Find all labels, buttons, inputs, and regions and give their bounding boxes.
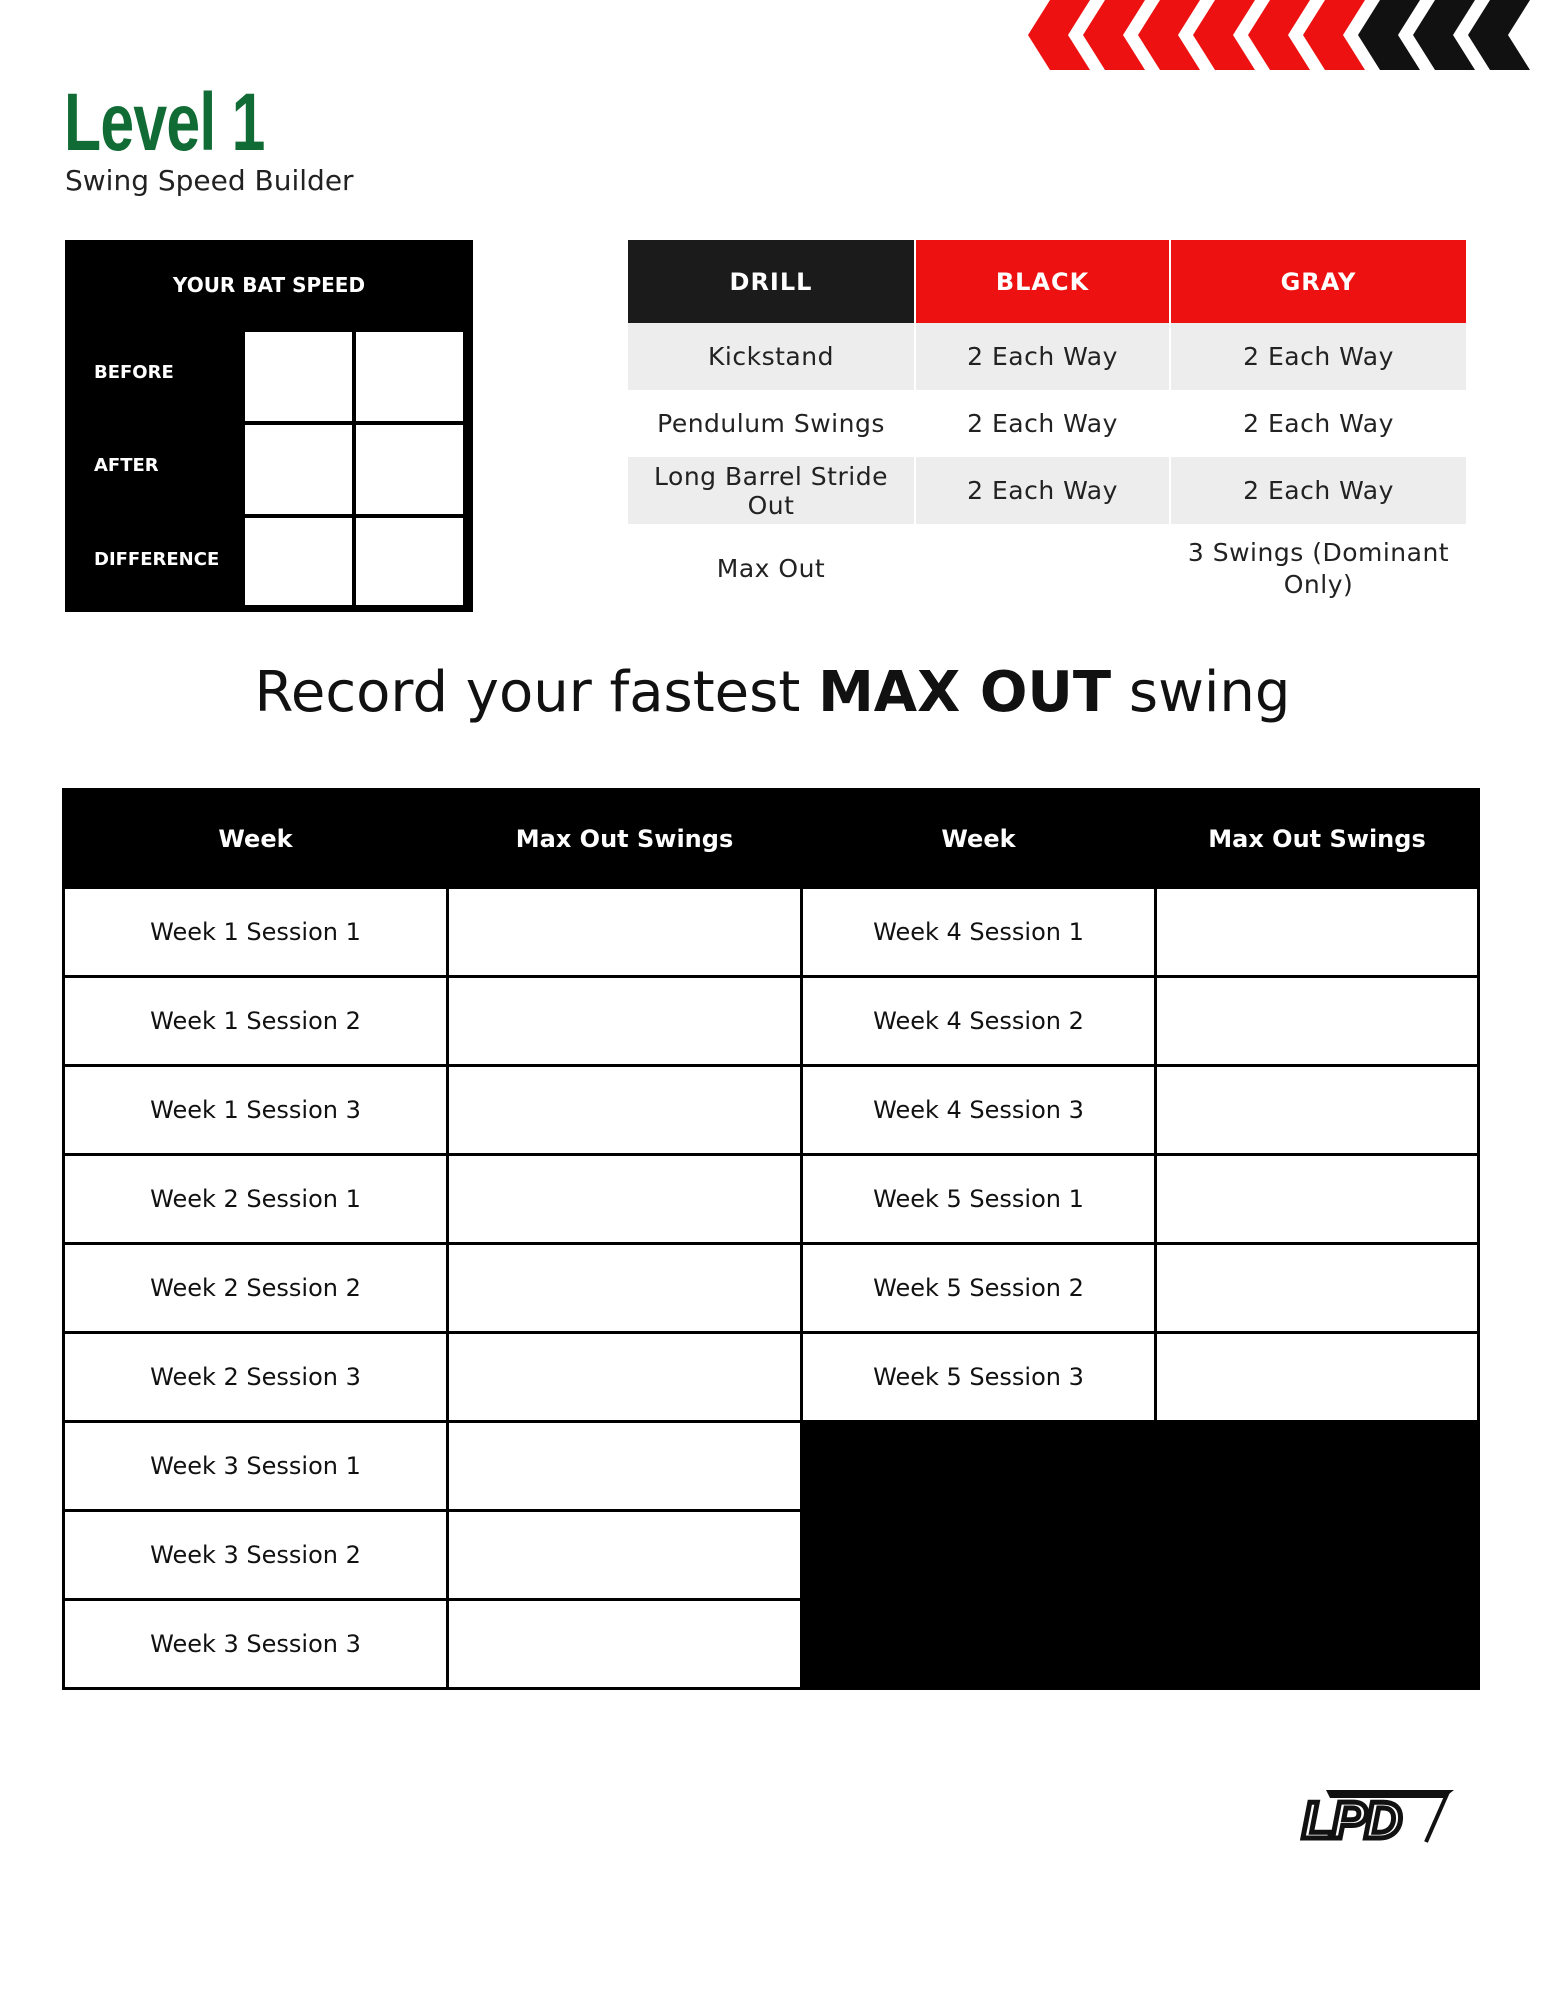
drill-name: Max Out <box>716 554 826 583</box>
max-out-entry-cell[interactable] <box>448 1511 802 1600</box>
gray-reps: 2 Each Way <box>1170 457 1466 524</box>
max-out-entry-cell[interactable] <box>448 888 802 977</box>
max-out-entry-cell[interactable] <box>448 1422 802 1511</box>
table-row <box>64 1155 1479 1244</box>
lpd-logo-icon <box>1298 1788 1454 1844</box>
max-out-entry-cell[interactable] <box>1156 1155 1479 1244</box>
max-out-entry-cell[interactable] <box>448 1244 802 1333</box>
max-out-swings-header: Max Out Swings <box>1156 790 1479 888</box>
session-label: Week 4 Session 3 <box>802 1066 1156 1155</box>
max-out-entry-cell[interactable] <box>448 1066 802 1155</box>
bat-speed-box <box>65 240 473 612</box>
max-out-log-table <box>62 788 1480 1690</box>
gray-header: GRAY <box>1170 240 1466 323</box>
session-label: Week 5 Session 2 <box>802 1244 1156 1333</box>
max-out-entry-cell[interactable] <box>1156 1333 1479 1422</box>
max-out-entry-cell[interactable] <box>1156 1066 1479 1155</box>
max-out-entry-cell[interactable] <box>448 977 802 1066</box>
record-text-before: Record your fastest <box>254 660 819 725</box>
drill-row <box>628 323 1466 390</box>
drill-row <box>628 390 1466 457</box>
table-row <box>64 1066 1479 1155</box>
max-out-entry-cell[interactable] <box>448 1333 802 1422</box>
bat-speed-label-difference: DIFFERENCE <box>94 549 220 570</box>
max-out-entry-cell[interactable] <box>448 1155 802 1244</box>
drill-row <box>628 524 1466 614</box>
difference-input-cell-2[interactable] <box>356 518 463 605</box>
table-row <box>64 977 1479 1066</box>
bat-speed-label-before: BEFORE <box>94 362 174 383</box>
session-label: Week 3 Session 3 <box>64 1600 448 1689</box>
bat-speed-heading: YOUR BAT SPEED <box>172 273 366 297</box>
record-text-after: swing <box>1111 660 1291 725</box>
chevron-banner-icon <box>1010 0 1545 70</box>
session-label: Week 1 Session 2 <box>64 977 448 1066</box>
session-label: Week 3 Session 1 <box>64 1422 448 1511</box>
after-input-cell-2[interactable] <box>356 425 463 514</box>
page-subtitle: Swing Speed Builder <box>65 164 354 197</box>
drill-name: Kickstand <box>628 323 915 390</box>
session-label: Week 4 Session 1 <box>802 888 1156 977</box>
max-out-entry-cell[interactable] <box>1156 888 1479 977</box>
svg-text:LPD: LPD <box>1302 1792 1400 1844</box>
before-input-cell-2[interactable] <box>356 332 463 421</box>
session-label: Week 5 Session 3 <box>802 1333 1156 1422</box>
session-label: Week 2 Session 2 <box>64 1244 448 1333</box>
session-label: Week 1 Session 3 <box>64 1066 448 1155</box>
drill-table <box>628 240 1466 614</box>
page-title: Level 1 <box>64 77 265 168</box>
gray-reps: 2 Each Way <box>1170 323 1466 390</box>
session-label: Week 1 Session 1 <box>64 888 448 977</box>
drill-header: DRILL <box>628 240 915 323</box>
max-out-swings-header: Max Out Swings <box>448 790 802 888</box>
drill-row <box>628 457 1466 524</box>
table-row <box>64 1422 1479 1511</box>
after-input-cell-1[interactable] <box>245 425 352 514</box>
week-header: Week <box>802 790 1156 888</box>
table-row <box>64 888 1479 977</box>
gray-reps: 3 Swings (Dominant Only) <box>1170 524 1466 614</box>
max-out-entry-cell[interactable] <box>1156 977 1479 1066</box>
drill-name: Pendulum Swings <box>657 409 885 438</box>
session-label: Week 5 Session 1 <box>802 1155 1156 1244</box>
black-header: BLACK <box>915 240 1170 323</box>
filled-black-block <box>802 1422 1479 1689</box>
session-label: Week 2 Session 1 <box>64 1155 448 1244</box>
black-reps <box>915 524 1170 614</box>
table-row <box>64 1244 1479 1333</box>
gray-reps: 2 Each Way <box>1170 390 1466 457</box>
drill-name: Long Barrel Stride Out <box>628 457 915 524</box>
week-header: Week <box>64 790 448 888</box>
session-label: Week 4 Session 2 <box>802 977 1156 1066</box>
table-row <box>64 1333 1479 1422</box>
bat-speed-label-after: AFTER <box>94 455 159 476</box>
black-reps: 2 Each Way <box>915 390 1170 457</box>
black-reps: 2 Each Way <box>915 323 1170 390</box>
before-input-cell-1[interactable] <box>245 332 352 421</box>
session-label: Week 3 Session 2 <box>64 1511 448 1600</box>
record-instruction <box>0 660 1545 725</box>
max-out-entry-cell[interactable] <box>448 1600 802 1689</box>
record-text-bold: MAX OUT <box>818 660 1112 725</box>
max-out-entry-cell[interactable] <box>1156 1244 1479 1333</box>
difference-input-cell-1[interactable] <box>245 518 352 605</box>
black-reps: 2 Each Way <box>915 457 1170 524</box>
session-label: Week 2 Session 3 <box>64 1333 448 1422</box>
